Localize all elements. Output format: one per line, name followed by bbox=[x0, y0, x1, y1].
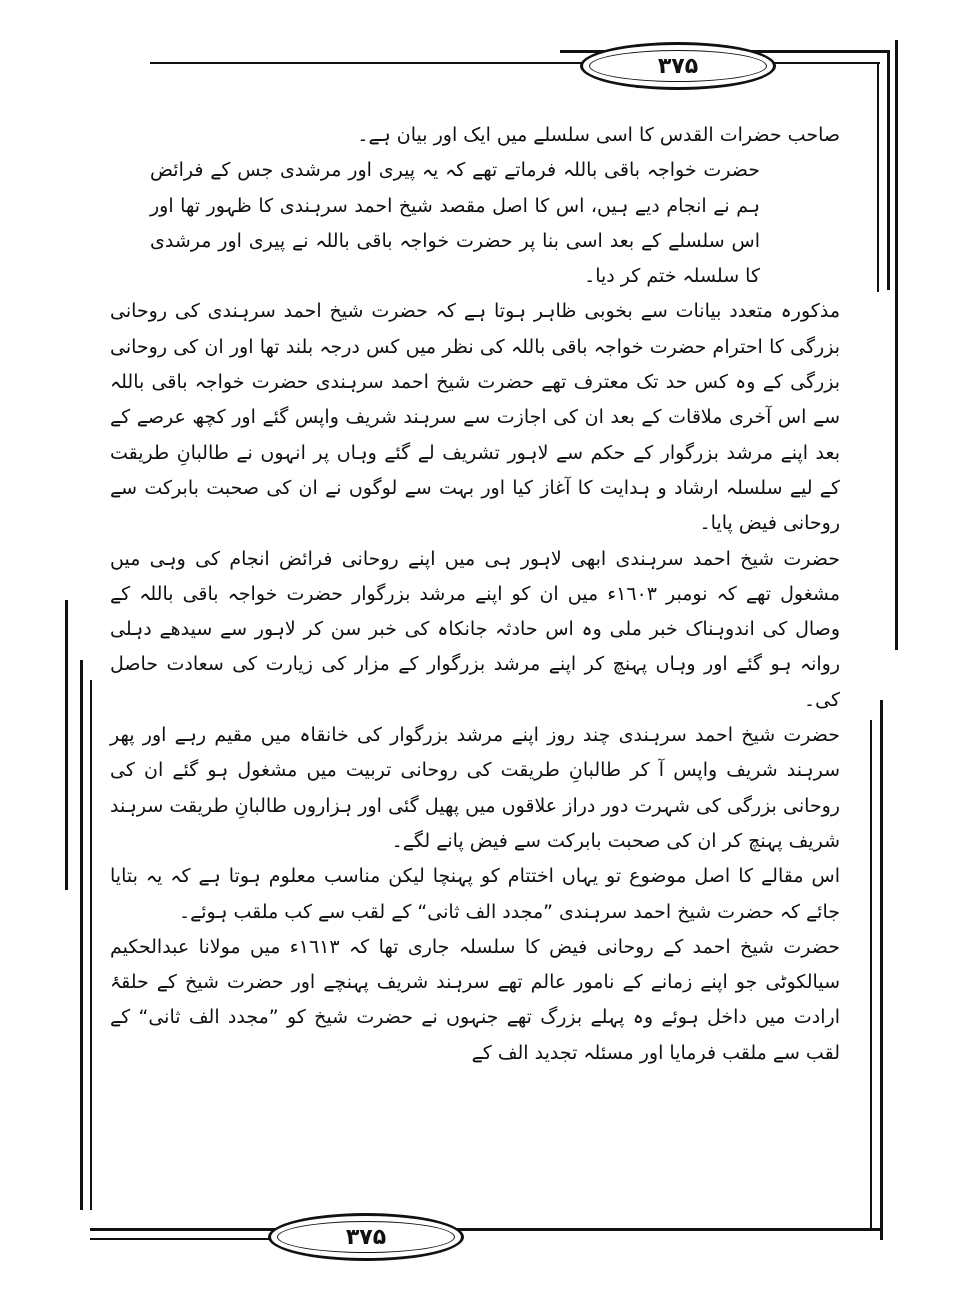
paragraph-6: اس مقالے کا اصل موضوع تو یہاں اختتام کو پہنچا لیکن مناسب معلوم ہوتا ہے کہ یہ بتایا جائے کہ حضرت شیخ احمد سرہندی ”مجدد الف ثانی“ کے لقب سے کب ملقب ہوئے۔ bbox=[110, 865, 840, 923]
page-number-bottom: ٣٧۵ bbox=[268, 1213, 464, 1261]
frame-left-lower bbox=[80, 660, 83, 1210]
paragraph-4: حضرت شیخ احمد سرہندی ابھی لاہور ہی میں اپنے روحانی فرائض انجام کی وہی میں مشغول تھے کہ نومبر ١٦٠٣ء میں ان کو اپنے مرشد بزرگوار حضرت خواجہ باقی باللہ کے وصال کی اندوہناک خبر ملی وہ اس حادثہ جانکاہ کی خبر سن کر لاہور سے سیدھے دہلی روانہ ہو گئے اور وہاں پہنچ کر اپنے مرشد بزرگوار کے مزار کی زیارت کی سعادت حاصل کی۔ bbox=[110, 547, 840, 711]
frame-bottom-line bbox=[90, 1228, 880, 1231]
frame-bottom-line-inner bbox=[90, 1238, 270, 1240]
paragraph-3: مذکورہ متعدد بیانات سے بخوبی ظاہر ہوتا ہے کہ حضرت شیخ احمد سرہندی کی روحانی بزرگی کا احترام حضرت خواجہ باقی باللہ کی نظر میں کس درجہ بلند تھا اور ان کی روحانی بزرگی کے وہ کس حد تک معترف تھے حضرت شیخ احمد سرہندی حضرت خواجہ باقی باللہ سے اس آخری ملاقات کے بعد ان کی اجازت سے سرہند شریف واپس گئے اور کچھ عرصے کے بعد اپنے مرشد بزرگوار کے حکم سے لاہور تشریف لے گئے وہاں پر انہوں نے طالبانِ طریقت کے لیے سلسلہ ارشاد و ہدایت کا آغاز کیا اور بہت سے لوگوں نے ان کی صحبت بابرکت سے روحانی فیض پایا۔ bbox=[110, 300, 840, 535]
frame-left-lower-inner bbox=[90, 680, 92, 1210]
frame-right-outer bbox=[887, 50, 890, 290]
frame-top-left-line bbox=[150, 62, 580, 64]
page-body-text bbox=[110, 118, 840, 1071]
frame-right-inner bbox=[877, 62, 879, 292]
paragraph-1: صاحب حضرات القدس کا اسی سلسلے میں ایک اور بیان ہے۔ bbox=[357, 124, 840, 146]
frame-right-upper-long bbox=[895, 40, 898, 650]
frame-right-lower-inner bbox=[870, 720, 872, 1230]
quoted-paragraph: حضرت خواجہ باقی باللہ فرماتے تھے کہ یہ پیری اور مرشدی جس کے فرائض ہم نے انجام دیے ہیں، اس کا اصل مقصد شیخ احمد سرہندی کا ظہور تھا اور اس سلسلے کے بعد اسی بنا پر حضرت خواجہ باقی باللہ نے پیری اور مرشدی کا سلسلہ ختم کر دیا۔ bbox=[150, 159, 760, 288]
frame-left-upper bbox=[65, 600, 68, 890]
paragraph-5: حضرت شیخ احمد سرہندی چند روز اپنے مرشد بزرگوار کی خانقاہ میں مقیم رہے اور پھر سرہند شریف واپس آ کر طالبانِ طریقت کی روحانی تربیت میں مشغول ہو گئے ان کی روحانی بزرگی کی شہرت دور دراز علاقوں میں پھیل گئی اور ہزاروں طالبانِ طریقت سرہند شریف پہنچ کر ان کی صحبت بابرکت سے فیض پانے لگے۔ bbox=[110, 724, 840, 852]
frame-right-lower bbox=[880, 700, 883, 1240]
page-number-top: ٣٧۵ bbox=[580, 42, 776, 90]
paragraph-7: حضرت شیخ احمد کے روحانی فیض کا سلسلہ جاری تھا کہ ١٦١٣ء میں مولانا عبدالحکیم سیالکوٹی جو اپنے زمانے کے نامور عالم تھے سرہند شریف پہنچے اور حضرت شیخ کے حلقۂ ارادت میں داخل ہوئے وہ پہلے بزرگ تھے جنہوں نے حضرت شیخ کو ”مجدد الف ثانی“ کے لقب سے ملقب فرمایا اور مسئلہ تجدید الف کے bbox=[110, 935, 840, 1064]
